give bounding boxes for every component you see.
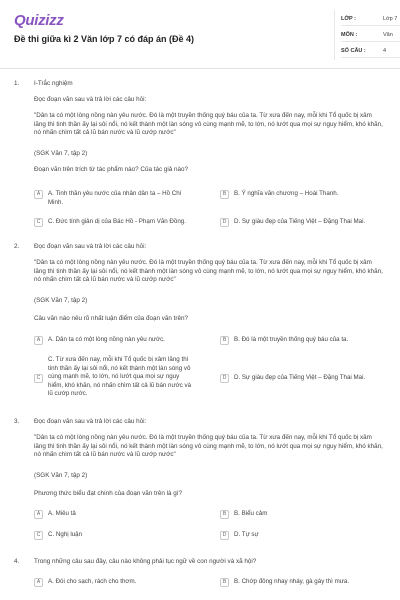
reading-passage: "Dân ta có một lòng nồng nàn yêu nước. Đó là một truyền thống quý báu của ta. Từ xưa đến nay, mỗi khi Tổ quốc bị xâm lăng thì tinh thần ấy lại sôi nổi, nó kết thành một làn sóng vô cùng mạnh mẽ, to lớn, nó lướt qua mọi sự nguy hiểm, khó khăn, nó nhấn chìm tất cả lũ bán nước và lũ cướp nước" <box>34 259 383 283</box>
option-text: B. Chớp đông nhay nháy, gà gáy thì mưa. <box>234 578 350 585</box>
option-text: B. Biểu cảm <box>234 510 268 517</box>
meta-info <box>334 10 400 60</box>
option-text: A. Miêu tả <box>48 510 76 517</box>
option-text: D. Sự giàu đẹp của Tiếng Việt – Đặng Thai Mai. <box>234 374 366 381</box>
question-text: Trong những câu sau đây, câu nào không phải tục ngữ về con người và xã hội? <box>34 558 257 565</box>
meta-row-count <box>341 44 400 58</box>
passage-source: (SGK Văn 7, tập 2) <box>34 472 88 479</box>
passage-source: (SGK Văn 7, tập 2) <box>34 297 88 304</box>
meta-value: Lớp 7 <box>383 16 398 22</box>
option-letter-box: C <box>34 218 43 227</box>
quizizz-logo: Quizizz <box>14 12 64 29</box>
question-prompt: Đọc đoạn văn sau và trả lời các câu hỏi: <box>34 96 147 103</box>
option-letter-box: B <box>220 510 229 519</box>
question-number: 3. <box>14 418 20 425</box>
reading-passage: "Dân ta có một lòng nồng nàn yêu nước. Đó là một truyền thống quý báu của ta. Từ xưa đến nay, mỗi khi Tổ quốc bị xâm lăng thì tinh thần ấy lại sôi nổi, nó kết thành một làn sóng vô cùng mạnh mẽ, to lớn, nó lướt qua mọi sự nguy hiểm, khó khăn, nó nhấn chìm tất cả lũ bán nước và lũ cướp nước" <box>34 112 383 136</box>
meta-row-subject <box>341 28 400 42</box>
option-text: B. Ý nghĩa văn chương – Hoài Thanh. <box>234 190 339 197</box>
option-letter-box: A <box>34 190 43 199</box>
question-number: 1. <box>14 80 20 87</box>
worksheet-header <box>14 10 398 62</box>
option-letter-box: A <box>34 510 43 519</box>
option-letter-box: D <box>220 531 229 540</box>
meta-key: MÔN : <box>341 32 358 38</box>
header-divider <box>0 68 400 69</box>
option-letter-box: A <box>34 336 43 345</box>
option-text: A. Đói cho sạch, rách cho thơm. <box>48 578 137 585</box>
option-letter-box: A <box>34 578 43 587</box>
option-text: A. Tinh thần yêu nước của nhân dân ta – Hồ Chí Minh. <box>48 190 182 206</box>
passage-source: (SGK Văn 7, tập 2) <box>34 150 88 157</box>
option-letter-box: B <box>220 578 229 587</box>
meta-key: SỐ CÂU : <box>341 48 366 54</box>
question-text: Đoạn văn trên trích từ tác phẩm nào? Của tác giả nào? <box>34 166 189 173</box>
question-prompt: Đọc đoạn văn sau và trả lời các câu hỏi: <box>34 418 147 425</box>
question-number: 4. <box>14 558 20 565</box>
meta-value: Văn <box>383 32 393 38</box>
option-text: B. Đó là một truyền thống quý báu của ta. <box>234 336 349 343</box>
option-letter-box: D <box>220 374 229 383</box>
section-title: I-Trắc nghiệm <box>34 80 73 87</box>
question-text: Phương thức biểu đạt chính của đoạn văn trên là gì? <box>34 490 183 497</box>
option-text: C. Từ xưa đến nay, mỗi khi Tổ quốc bị xâm lăng thì tinh thần ấy lại sôi nổi, nó kết thành một làn sóng vô cùng mạnh mẽ, to lớn, nó lướt qua mọi sự nguy hiểm, khó khăn, nó nhấn chìm tất cả lũ bán nước và lũ cướp nước. <box>48 356 192 397</box>
option-text: D. Sự giàu đẹp của Tiếng Việt – Đặng Thai Mai. <box>234 218 366 225</box>
question-prompt: Đọc đoạn văn sau và trả lời các câu hỏi: <box>34 243 147 250</box>
option-letter-box: B <box>220 190 229 199</box>
question-number: 2. <box>14 243 20 250</box>
meta-value: 4 <box>383 48 387 54</box>
option-letter-box: C <box>34 531 43 540</box>
option-letter-box: D <box>220 218 229 227</box>
question-text: Câu văn nào nêu rõ nhất luận điểm của đoạn văn trên? <box>34 315 189 322</box>
option-text: C. Đức tính giản dị của Bác Hồ - Phạm Văn Đồng. <box>48 218 186 225</box>
option-text: C. Nghị luận <box>48 531 83 538</box>
option-letter-box: C <box>34 374 43 383</box>
meta-row-grade <box>341 12 400 26</box>
meta-key: LỚP : <box>341 16 356 22</box>
option-text: D. Tự sự <box>234 531 259 538</box>
page-title: Đề thi giữa kì 2 Văn lớp 7 có đáp án (Đề 4) <box>14 34 194 44</box>
option-letter-box: B <box>220 336 229 345</box>
option-text: A. Dân ta có một lòng nồng nàn yêu nước. <box>48 336 165 343</box>
reading-passage: "Dân ta có một lòng nồng nàn yêu nước. Đó là một truyền thống quý báu của ta. Từ xưa đến nay, mỗi khi Tổ quốc bị xâm lăng thì tinh thần ấy lại sôi nổi, nó kết thành một làn sóng vô cùng mạnh mẽ, to lớn, nó lướt qua mọi sự nguy hiểm, khó khăn, nó nhấn chìm tất cả lũ bán nước và lũ cướp nước" <box>34 434 383 458</box>
